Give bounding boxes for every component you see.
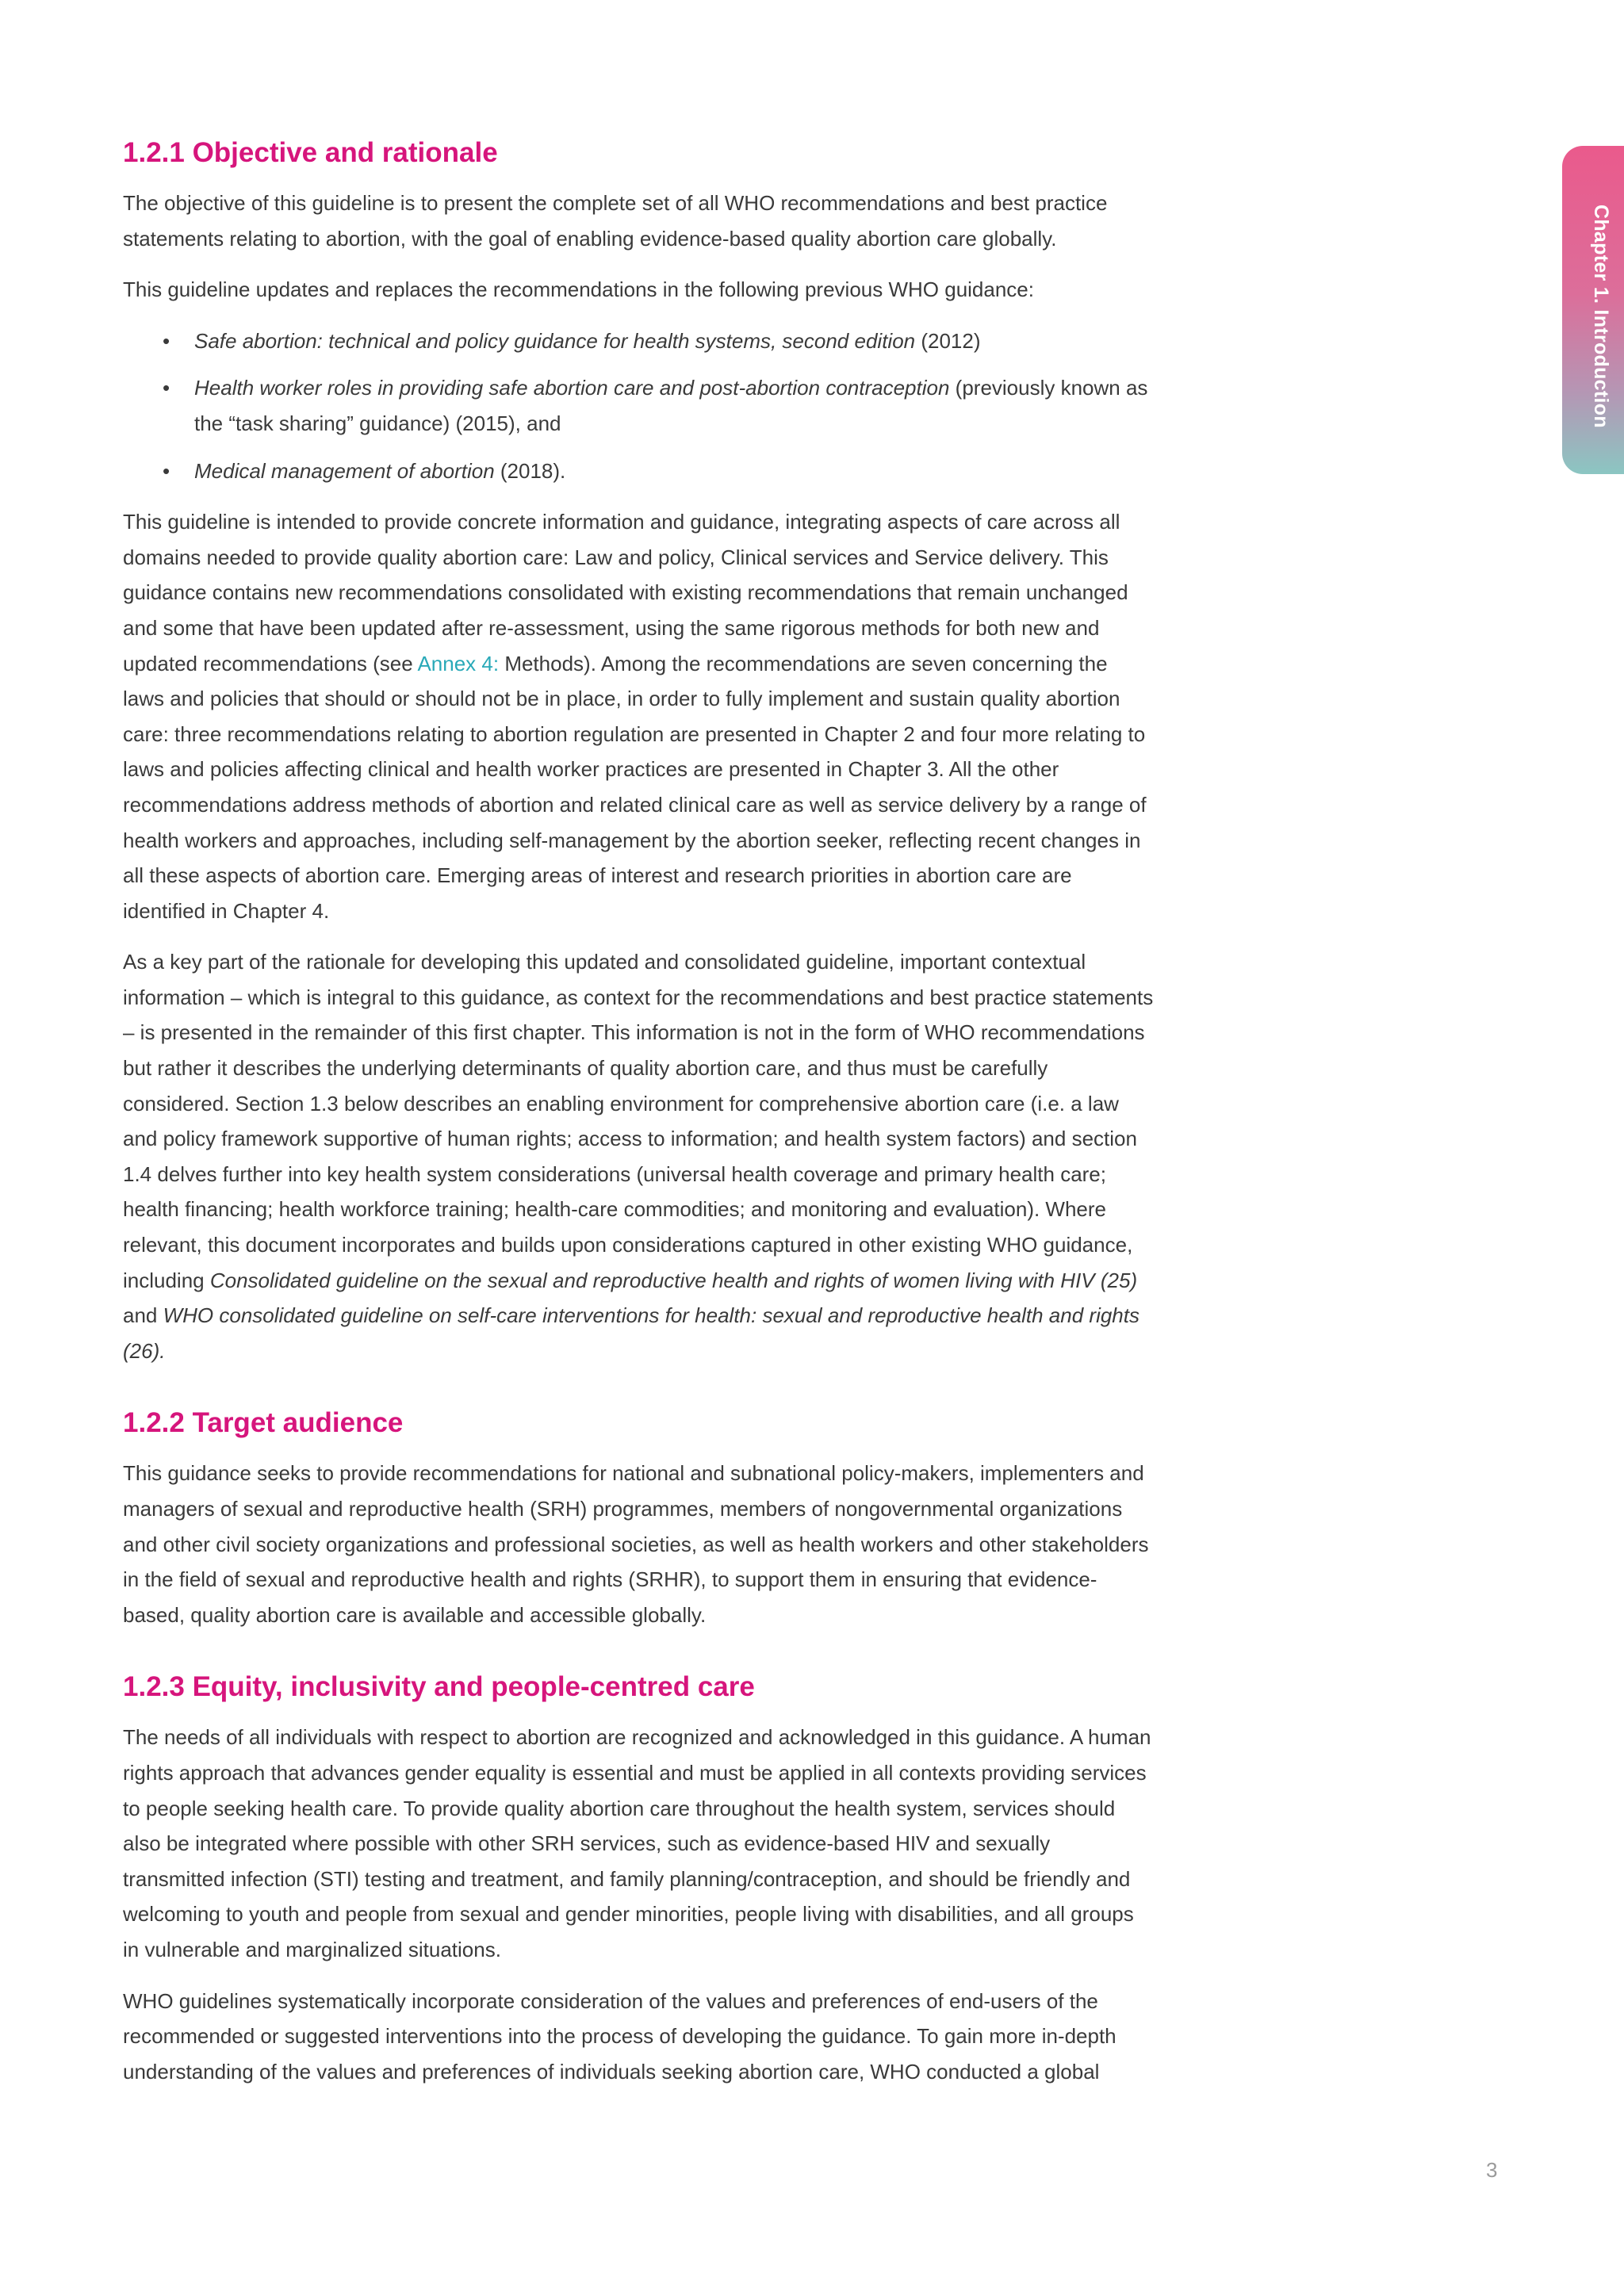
heading-target-audience: 1.2.2 Target audience (123, 1407, 404, 1439)
paragraph-target-audience: This guidance seeks to provide recommendations for national and subnational policy-makers, implementers and managers of sexual and reproductive health (SRH) programmes, members of nongovernmental organizations and other civil society organizations and professional societies, as well as health workers and other stakeholders in the field of sexual and reproductive health and rights (SRHR), to support them in ensuring that evidence-based, quality abortion care is available and accessible globally. (123, 1461, 1149, 1627)
text-run: This guideline is intended to provide concrete information and guidance, integrating aspects of care across all domains needed to provide quality abortion care: Law and policy, Clinical services and Service delivery. This guidance contains new recommendations consolidated with existing recommendations that remain unchanged and some that have been updated after re-assessment, using the same rigorous methods for both new and updated recommendations (see (123, 510, 1128, 675)
paragraph-updates-replaces: This guideline updates and replaces the recommendations in the following previous WHO guidance: (123, 277, 1034, 302)
paragraph-intended-purpose (123, 504, 1154, 928)
bullet-icon: • (163, 328, 170, 353)
document-body (123, 135, 1154, 2089)
page-number: 3 (1486, 2158, 1498, 2182)
guidance-suffix: (previously known as the “task sharing” guidance) (2015), and (194, 376, 1148, 435)
guidance-suffix: (2018). (494, 458, 566, 483)
list-item (123, 370, 1154, 441)
previous-guidance-list (123, 323, 1154, 488)
heading-objective-rationale: 1.2.1 Objective and rationale (123, 137, 498, 168)
paragraph-needs-of-individuals: The needs of all individuals with respect to abortion are recognized and acknowledged in this guidance. A human rights approach that advances gender equality is essential and must be applied in all contexts providing services to people seeking health care. To provide quality abortion care throughout the health system, services should also be integrated where possible with other SRH services, such as evidence-based HIV and sexually transmitted infection (STI) testing and treatment, and family planning/contraception, and should be friendly and welcoming to youth and people from sexual and gender minorities, people living with disabilities, and all groups in vulnerable and marginalized situations. (123, 1725, 1151, 1961)
guidance-suffix: (2012) (915, 328, 981, 353)
list-item (123, 323, 1154, 359)
heading-equity-inclusivity: 1.2.3 Equity, inclusivity and people-centred care (123, 1671, 755, 1703)
paragraph-values-preferences: WHO guidelines systematically incorporate consideration of the values and preferences of end-users of the recommended or suggested interventions into the process of developing the guidance. To gain more in-depth understanding of the values and preferences of individuals seeking abortion care, WHO conducted a global (123, 1988, 1116, 2084)
guidance-title: Safe abortion: technical and policy guidance for health systems, second edition (194, 328, 916, 353)
text-run: Methods). Among the recommendations are seven concerning the laws and policies that should or should not be in place, in order to fully implement and sustain quality abortion care: three recommendations relating to abortion regulation are presented in Chapter 2 and four more relating to laws and policies affecting clinical and health worker practices are presented in Chapter 3. All the other recommendations address methods of abortion and related clinical care as well as service delivery by a range of health workers and approaches, including self-management by the abortion seeker, reflecting recent changes in all these aspects of abortion care. Emerging areas of interest and research priorities in abortion care are identified in Chapter 4. (123, 651, 1147, 923)
cited-guideline-hiv: Consolidated guideline on the sexual and reproductive health and rights of women living with HIV (25) (209, 1268, 1138, 1292)
bullet-icon: • (163, 376, 170, 400)
bullet-icon: • (163, 458, 170, 483)
guidance-title: Health worker roles in providing safe abortion care and post-abortion contraception (194, 376, 950, 400)
list-item (123, 453, 1154, 489)
cited-guideline-self-care: WHO consolidated guideline on self-care interventions for health: sexual and reproductive health and rights (26). (123, 1303, 1139, 1363)
text-run: and (123, 1303, 163, 1328)
paragraph-rationale (123, 944, 1154, 1368)
chapter-tab-label: Chapter 1. Introduction (1590, 205, 1612, 428)
text-run: As a key part of the rationale for developing this updated and consolidated guideline, important contextual information – which is integral to this guidance, as context for the recommendations and best practice statements – is presented in the remainder of this first chapter. This information is not in the form of WHO recommendations but rather it describes the underlying determinants of quality abortion care, and thus must be carefully considered. Section 1.3 below describes an enabling environment for comprehensive abortion care (i.e. a law and policy framework supportive of human rights; access to information; and health system factors) and section 1.4 delves further into key health system considerations (universal health coverage and primary health care; health financing; health workforce training; health-care commodities; and monitoring and evaluation). Where relevant, this document incorporates and builds upon considerations captured in other existing WHO guidance, including (123, 950, 1154, 1292)
paragraph-objective: The objective of this guideline is to present the complete set of all WHO recommendations and best practice statements relating to abortion, with the goal of enabling evidence-based quality abortion care globally. (123, 191, 1108, 251)
guidance-title: Medical management of abortion (194, 458, 495, 483)
annex-4-link[interactable]: Annex 4: (417, 651, 500, 675)
